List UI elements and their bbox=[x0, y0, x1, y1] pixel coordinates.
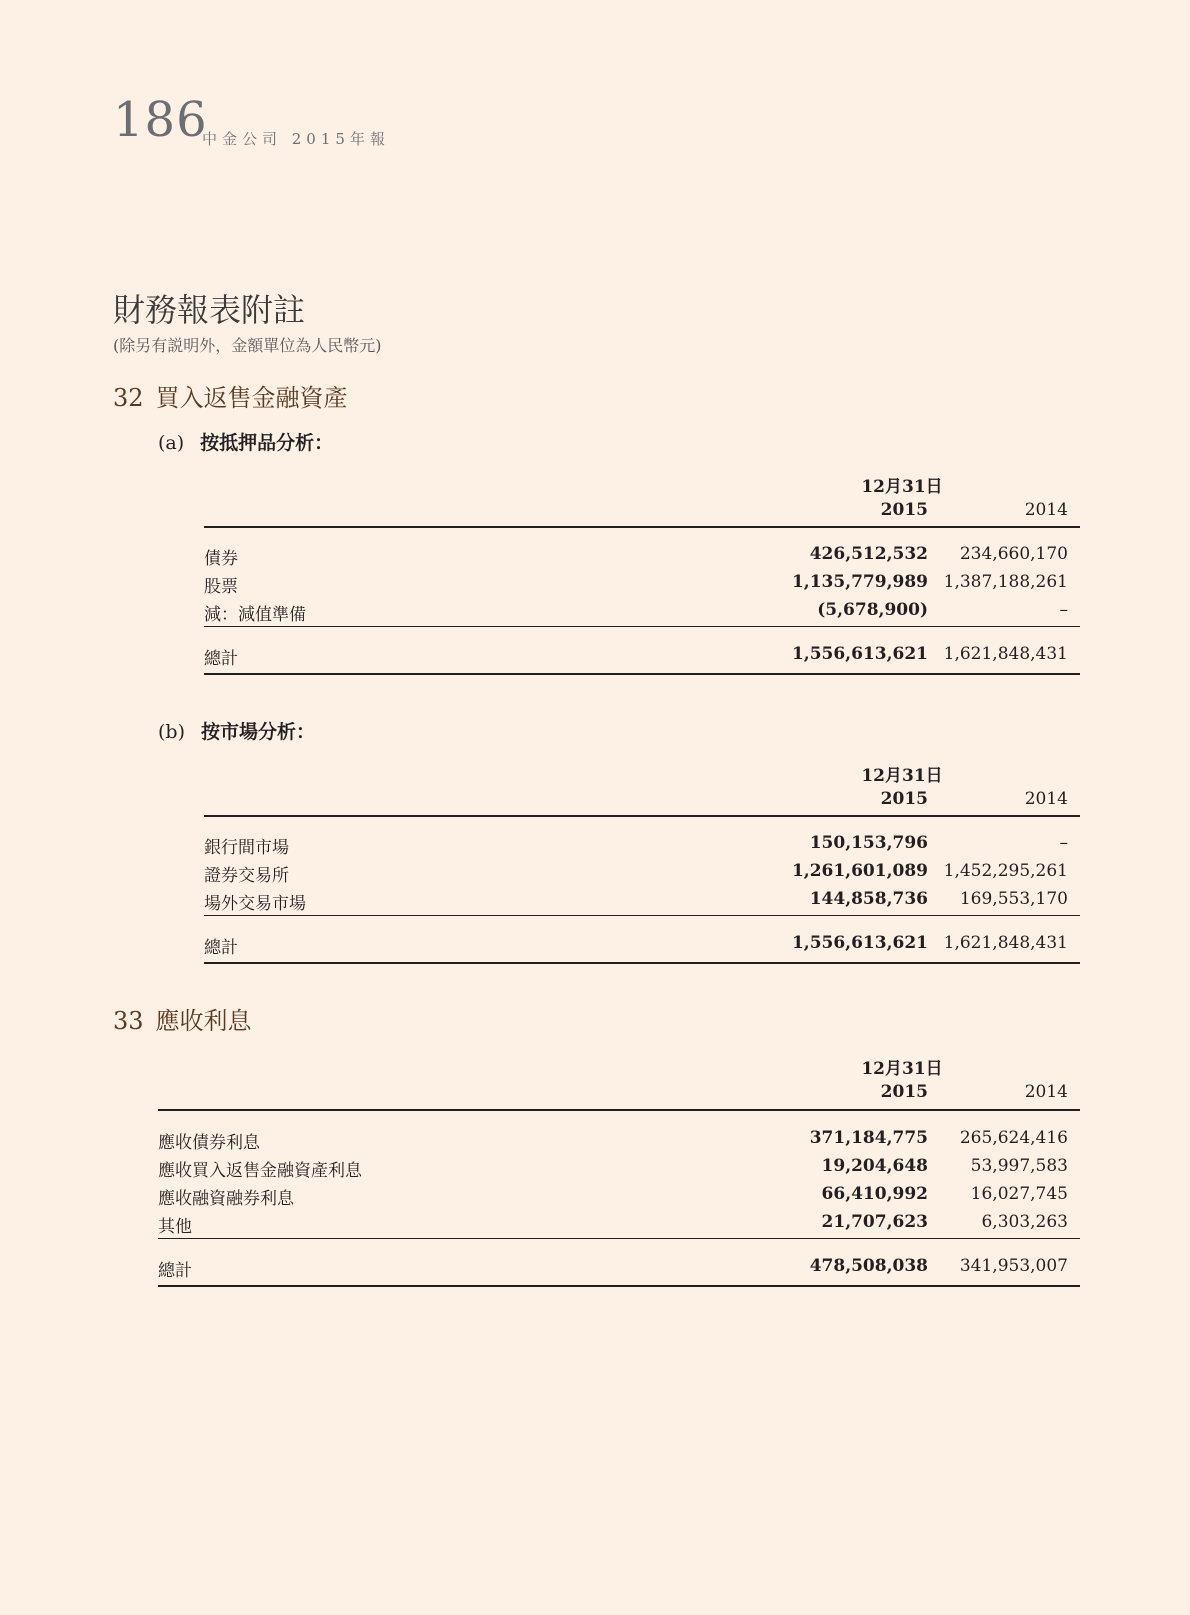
total-rule bbox=[204, 673, 1080, 675]
table-row bbox=[204, 889, 1080, 913]
section-number: 32 bbox=[113, 384, 144, 412]
value-2014: 53,997,583 bbox=[970, 1156, 1068, 1176]
total-row bbox=[204, 644, 1080, 668]
value-2015: 1,261,601,089 bbox=[791, 861, 928, 881]
subsection-label: (a) bbox=[158, 432, 185, 454]
total-rule bbox=[204, 962, 1080, 964]
subsection-b-heading bbox=[158, 717, 315, 744]
value-2014: 6,303,263 bbox=[981, 1212, 1068, 1232]
subtotal-rule bbox=[158, 1238, 1080, 1239]
year-header-2015: 2015 bbox=[880, 500, 928, 520]
value-2014: 16,027,745 bbox=[970, 1184, 1068, 1204]
collateral-table bbox=[204, 472, 1080, 677]
row-label: 其他 bbox=[158, 1217, 192, 1237]
table-row bbox=[204, 600, 1080, 624]
row-label: 證券交易所 bbox=[204, 866, 289, 886]
subsection-title: 按抵押品分析： bbox=[200, 432, 334, 454]
table-row bbox=[158, 1184, 1080, 1208]
value-2014: 234,660,170 bbox=[959, 544, 1068, 564]
row-label: 總計 bbox=[158, 1261, 192, 1281]
table-row bbox=[204, 861, 1080, 885]
subsection-title: 按市場分析： bbox=[201, 721, 316, 743]
value-2014: 1,621,848,431 bbox=[943, 644, 1068, 664]
header-rule bbox=[158, 1109, 1080, 1111]
date-header: 12月31日 bbox=[861, 1059, 943, 1079]
year-header-2014: 2014 bbox=[1024, 1082, 1068, 1102]
section-33-heading bbox=[113, 1001, 252, 1036]
table-row bbox=[158, 1212, 1080, 1236]
year-header-2014: 2014 bbox=[1024, 789, 1068, 809]
value-2015: 1,135,779,989 bbox=[791, 572, 928, 592]
row-label: 應收融資融券利息 bbox=[158, 1189, 294, 1209]
value-2014: 1,387,188,261 bbox=[943, 572, 1068, 592]
year-header-2015: 2015 bbox=[880, 789, 928, 809]
value-2014: 341,953,007 bbox=[959, 1256, 1068, 1276]
section-title: 應收利息 bbox=[155, 1007, 252, 1035]
header-rule bbox=[204, 526, 1080, 528]
date-header: 12月31日 bbox=[861, 477, 943, 497]
value-2015: 426,512,532 bbox=[809, 544, 928, 564]
value-2015: 1,556,613,621 bbox=[791, 644, 928, 664]
value-2014: 1,452,295,261 bbox=[943, 861, 1068, 881]
value-2014: 1,621,848,431 bbox=[943, 933, 1068, 953]
subtotal-rule bbox=[204, 626, 1080, 627]
value-2015: 19,204,648 bbox=[821, 1156, 928, 1176]
section-32-heading bbox=[113, 378, 348, 413]
row-label: 股票 bbox=[204, 577, 238, 597]
total-rule bbox=[158, 1285, 1080, 1287]
table-row bbox=[158, 1128, 1080, 1152]
table-row bbox=[204, 572, 1080, 596]
value-2014: – bbox=[1059, 600, 1068, 620]
section-number: 33 bbox=[113, 1007, 144, 1035]
row-label: 場外交易市場 bbox=[204, 894, 306, 914]
value-2014: – bbox=[1059, 833, 1068, 853]
value-2015: 21,707,623 bbox=[821, 1212, 928, 1232]
subtotal-rule bbox=[204, 915, 1080, 916]
value-2015: 144,858,736 bbox=[809, 889, 928, 909]
year-header-2015: 2015 bbox=[880, 1082, 928, 1102]
section-title: 買入返售金融資產 bbox=[155, 384, 348, 412]
value-2015: 478,508,038 bbox=[809, 1256, 928, 1276]
subsection-a-heading bbox=[158, 428, 333, 455]
row-label: 應收債券利息 bbox=[158, 1133, 260, 1153]
subsection-label: (b) bbox=[158, 721, 185, 743]
year-header-2014: 2014 bbox=[1024, 500, 1068, 520]
market-table bbox=[204, 761, 1080, 966]
interest-receivable-table bbox=[158, 1054, 1080, 1289]
value-2015: 66,410,992 bbox=[821, 1184, 928, 1204]
row-label: 總計 bbox=[204, 938, 238, 958]
value-2014: 169,553,170 bbox=[959, 889, 1068, 909]
table-row bbox=[204, 544, 1080, 568]
value-2015: 150,153,796 bbox=[809, 833, 928, 853]
document-title: 財務報表附註 bbox=[113, 291, 306, 329]
table-row bbox=[204, 833, 1080, 857]
table-row bbox=[158, 1156, 1080, 1180]
row-label: 應收買入返售金融資產利息 bbox=[158, 1161, 362, 1181]
page-number: 186 bbox=[113, 92, 208, 148]
total-row bbox=[204, 933, 1080, 957]
date-header: 12月31日 bbox=[861, 766, 943, 786]
value-2015: (5,678,900) bbox=[817, 600, 928, 620]
report-name: 中金公司 2015年報 bbox=[202, 130, 390, 148]
value-2015: 371,184,775 bbox=[809, 1128, 928, 1148]
value-2014: 265,624,416 bbox=[959, 1128, 1068, 1148]
row-label: 減：減值準備 bbox=[204, 605, 306, 625]
document-subtitle: (除另有説明外，金額單位為人民幣元) bbox=[113, 336, 382, 355]
header-rule bbox=[204, 815, 1080, 817]
row-label: 銀行間市場 bbox=[204, 838, 289, 858]
row-label: 債券 bbox=[204, 549, 238, 569]
total-row bbox=[158, 1256, 1080, 1280]
value-2015: 1,556,613,621 bbox=[791, 933, 928, 953]
row-label: 總計 bbox=[204, 649, 238, 669]
